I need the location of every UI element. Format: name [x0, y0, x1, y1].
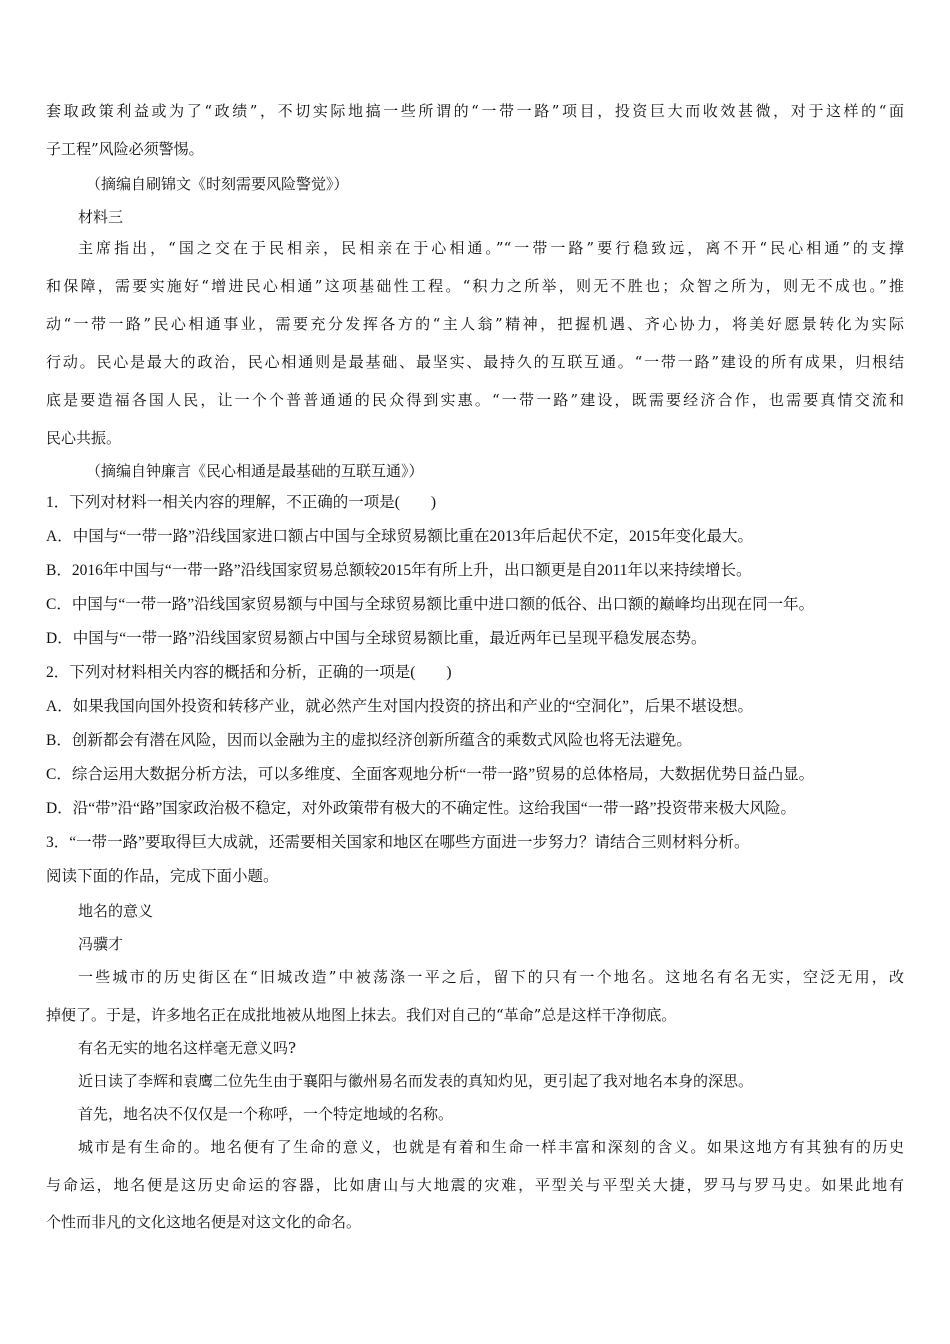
option-d: D．沿“带”沿“路”国家政治极不稳定，对外政策带有极大的不确定性。这给我国“一带一路”投资带来极大风险。 — [46, 800, 796, 817]
text-line: 掉便了。于是，许多地名正在成批地被从地图上抹去。我们对自己的“革命”总是这样干净彻底。 — [46, 1006, 677, 1024]
text-line: 行动。民心是最大的政治，民心相通则是最基础、最坚实、最持久的互联互通。“一带一路”建设的所有成果，归根结 — [46, 353, 904, 371]
text-line: 首先，地名决不仅仅是一个称呼，一个特定地域的名称。 — [78, 1105, 454, 1123]
text-line: 动“一带一路”民心相通事业，需要充分发挥各方的“主人翁”精神，把握机遇、齐心协力，将美好愿景转化为实际 — [46, 315, 904, 333]
text-line: 个性而非凡的文化这地名便是对这文化的命名。 — [46, 1213, 362, 1231]
text-line: 一些城市的历史街区在“旧城改造”中被荡涤一平之后，留下的只有一个地名。这地名有名无实，空泛无用，改 — [78, 968, 904, 986]
section-heading: 材料三 — [78, 208, 124, 226]
text-line: 与命运，地名便是这历史命运的容器，比如唐山与大地震的灾难，平型关与平型关大捷，罗马与罗马史。如果此地有 — [46, 1176, 904, 1194]
source-citation: （摘编自刷锦文《时刻需要风险警觉》） — [86, 175, 349, 193]
question-2: 2．下列对材料相关内容的概括和分析，正确的一项是( ) — [46, 664, 452, 681]
text-line: 和保障，需要实施好“增进民心相通”这项基础性工程。“积力之所举，则无不胜也；众智之所为，则无不成也。”推 — [46, 277, 904, 295]
instruction: 阅读下面的作品，完成下面小题。 — [46, 868, 279, 885]
question-1: 1．下列对材料一相关内容的理解，不正确的一项是( ) — [46, 494, 437, 511]
option-a: A．中国与“一带一路”沿线国家进口额占中国与全球贸易额比重在2013年后起伏不定，2015年变化最大。 — [46, 528, 753, 545]
text-line: 底是要造福各国人民，让一个个普普通通的民众得到实惠。“一带一路”建设，既需要经济合作，也需要真情交流和 — [46, 391, 904, 409]
text-line: 子工程”风险必须警惕。 — [46, 140, 204, 158]
option-c: C．综合运用大数据分析方法，可以多维度、全面客观地分析“一带一路”贸易的总体格局，大数据优势日益凸显。 — [46, 766, 815, 783]
text-line: 城市是有生命的。地名便有了生命的意义，也就是有着和生命一样丰富和深刻的含义。如果这地方有其独有的历史 — [78, 1138, 904, 1156]
article-title: 地名的意义 — [78, 902, 154, 920]
option-d: D．中国与“一带一路”沿线国家贸易额占中国与全球贸易额比重，最近两年已呈现平稳发展态势。 — [46, 630, 707, 647]
option-b: B．2016年中国与“一带一路”沿线国家贸易总额较2015年有所上升，出口额更是自2011年以来持续增长。 — [46, 562, 752, 579]
option-c: C．中国与“一带一路”沿线国家贸易额与中国与全球贸易额比重中进口额的低谷、出口额的巅峰均出现在同一年。 — [46, 596, 815, 613]
article-author: 冯骥才 — [78, 935, 124, 953]
option-b: B．创新都会有潜在风险，因而以金融为主的虚拟经济创新所蕴含的乘数式风险也将无法避免。 — [46, 732, 692, 749]
question-3: 3．“一带一路”要取得巨大成就，还需要相关国家和地区在哪些方面进一步努力？请结合三则材料分析。 — [46, 834, 750, 851]
source-citation: （摘编自钟廉言《民心相通是最基础的互联互通》） — [86, 462, 424, 480]
text-line: 民心共振。 — [46, 429, 122, 447]
text-line: 主席指出，“国之交在于民相亲，民相亲在于心相通。”“一带一路”要行稳致远，离不开“民心相通”的支撑 — [78, 239, 904, 257]
option-a: A．如果我国向国外投资和转移产业，就必然产生对国内投资的挤出和产业的“空洞化”，后果不堪设想。 — [46, 698, 753, 715]
text-line: 有名无实的地名这样毫无意义吗? — [78, 1039, 297, 1057]
text-line: 近日读了李辉和袁鹰二位先生由于襄阳与徽州易名而发表的真知灼见，更引起了我对地名本身的深思。 — [78, 1072, 754, 1090]
text-line: 套取政策利益或为了“政绩”，不切实际地搞一些所谓的“一带一路”项目，投资巨大而收效甚微，对于这样的“面 — [46, 102, 904, 120]
